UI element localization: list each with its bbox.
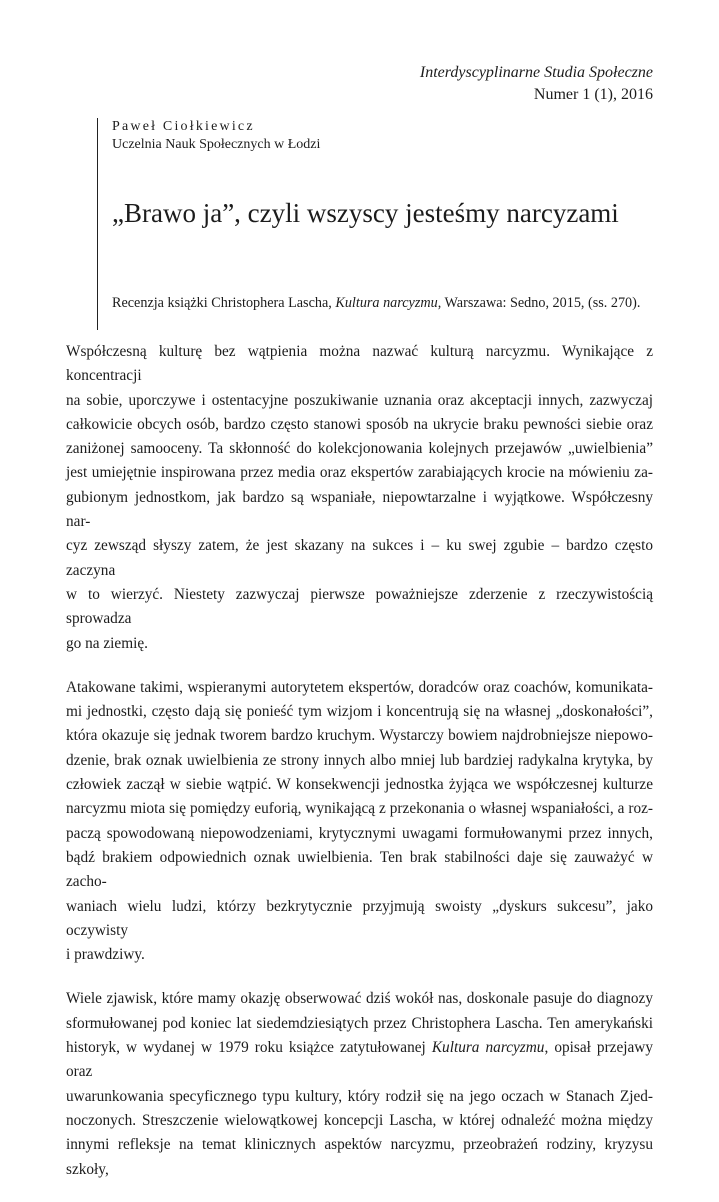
author-name: Paweł Ciołkiewicz bbox=[112, 119, 255, 134]
text-line: na sobie, uporczywe i ostentacyjne poszukiwanie uznania oraz akceptacji innych, zazwyczaj bbox=[66, 391, 653, 409]
text-line: historyk, w wydanej w 1979 roku książce zatytułowanej Kultura narcyzmu, opisał przejawy oraz bbox=[66, 1039, 653, 1081]
text-line: mi jednostki, często dają się ponieść tym wizjom i koncentrują się na własnej „doskonałości”, bbox=[66, 703, 653, 721]
review-suffix: , Warszawa: Sedno, 2015, (ss. 270). bbox=[437, 295, 641, 311]
text-line: jest umiejętnie inspirowana przez media oraz ekspertów zarabiających krocie na mówieniu za- bbox=[66, 464, 653, 482]
text-line: Współczesną kulturę bez wątpienia można nazwać kulturą narcyzmu. Wynikające z koncentracji bbox=[66, 343, 653, 385]
text-line: waniach wielu ludzi, którzy bezkrytycznie przyjmują swoisty „dyskurs sukcesu”, jako oczywisty bbox=[66, 897, 653, 939]
text-line: sformułowanej pod koniec lat siedemdziesiątych przez Christophera Lascha. Ten amerykański bbox=[66, 1014, 653, 1032]
review-note bbox=[112, 294, 640, 312]
text-line: bądź brakiem odpowiednich oznak uwielbienia. Ten brak stabilności daje się zauważyć w zacho- bbox=[66, 848, 653, 891]
review-prefix: Recenzja książki Christophera Lascha, bbox=[112, 295, 336, 311]
text-line: gubionym jednostkom, jak bardzo są wspaniałe, niepowtarzalne i wyjątkowe. Współczesny nar- bbox=[66, 488, 653, 531]
author-affiliation: Uczelnia Nauk Społecznych w Łodzi bbox=[112, 137, 321, 152]
text-line: paczą spowodowaną niepowodzeniami, krytycznymi uwagami formułowanymi przez innych, bbox=[66, 824, 653, 842]
journal-header bbox=[420, 62, 653, 106]
text-line: człowiek zaczął w siebie wątpić. W konsekwencji jednostka żyjąca we współczesnej kulturze bbox=[66, 776, 653, 794]
text-line: całkowicie obcych osób, bardzo często stanowi sposób na ukrycie braku pewności siebie oraz bbox=[66, 415, 653, 433]
text-line: narcyzmu miota się pomiędzy euforią, wynikającą z przekonania o własnej wspaniałości, a roz- bbox=[66, 800, 653, 818]
article-body bbox=[66, 340, 653, 1202]
text-line: zaniżonej samooceny. Ta skłonność do kolekcjonowania kolejnych przejawów „uwielbienia” bbox=[66, 440, 653, 458]
review-book-title: Kultura narcyzmu bbox=[335, 295, 438, 311]
article-heading-block bbox=[97, 118, 654, 330]
text-line: uwarunkowania specyficznego typu kultury, który rodził się na jego oczach w Stanach Zjed- bbox=[66, 1087, 653, 1105]
paragraph-1 bbox=[66, 340, 653, 656]
text-line: dzenie, brak oznak uwielbienia ze strony innych albo mniej lub bardziej radykalna krytyka, by bbox=[66, 751, 653, 769]
text-line: w to wierzyć. Niestety zazwyczaj pierwsze poważniejsze zderzenie z rzeczywistością sprowadza bbox=[66, 585, 653, 628]
inline-book-title: Kultura narcyzmu bbox=[431, 1039, 545, 1057]
journal-name: Interdyscyplinarne Studia Społeczne bbox=[419, 64, 653, 81]
text-line: Atakowane takimi, wspieranymi autorytetem ekspertów, doradców oraz coachów, komunikata- bbox=[66, 678, 653, 696]
article-title: „Brawo ja”, czyli wszyscy jesteśmy narcyzami bbox=[112, 198, 619, 228]
text-line: Wiele zjawisk, które mamy okazję obserwować dziś wokół nas, doskonale pasuje do diagnozy bbox=[66, 990, 653, 1008]
journal-issue: Numer 1 (1), 2016 bbox=[533, 86, 653, 103]
text-line: która okazuje się jednak tworem bardzo kruchym. Wystarczy bowiem najdrobniejsze niepowo- bbox=[66, 727, 653, 745]
text-line: i prawdziwy. bbox=[66, 946, 145, 964]
paragraph-3 bbox=[66, 987, 653, 1181]
text-line: noczonych. Streszczenie wielowątkowej koncepcji Lascha, w której odnaleźć można między bbox=[66, 1111, 653, 1129]
text-line: go na ziemię. bbox=[66, 634, 148, 652]
paragraph-2 bbox=[66, 676, 653, 968]
text-line: cyz zewsząd słyszy zatem, że jest skazany na sukces i – ku swej zgubie – bardzo często zaczyna bbox=[66, 537, 653, 579]
text-line: innymi refleksje na temat klinicznych aspektów narcyzmu, przeobrażeń rodziny, kryzysu szkoły, bbox=[66, 1136, 653, 1178]
